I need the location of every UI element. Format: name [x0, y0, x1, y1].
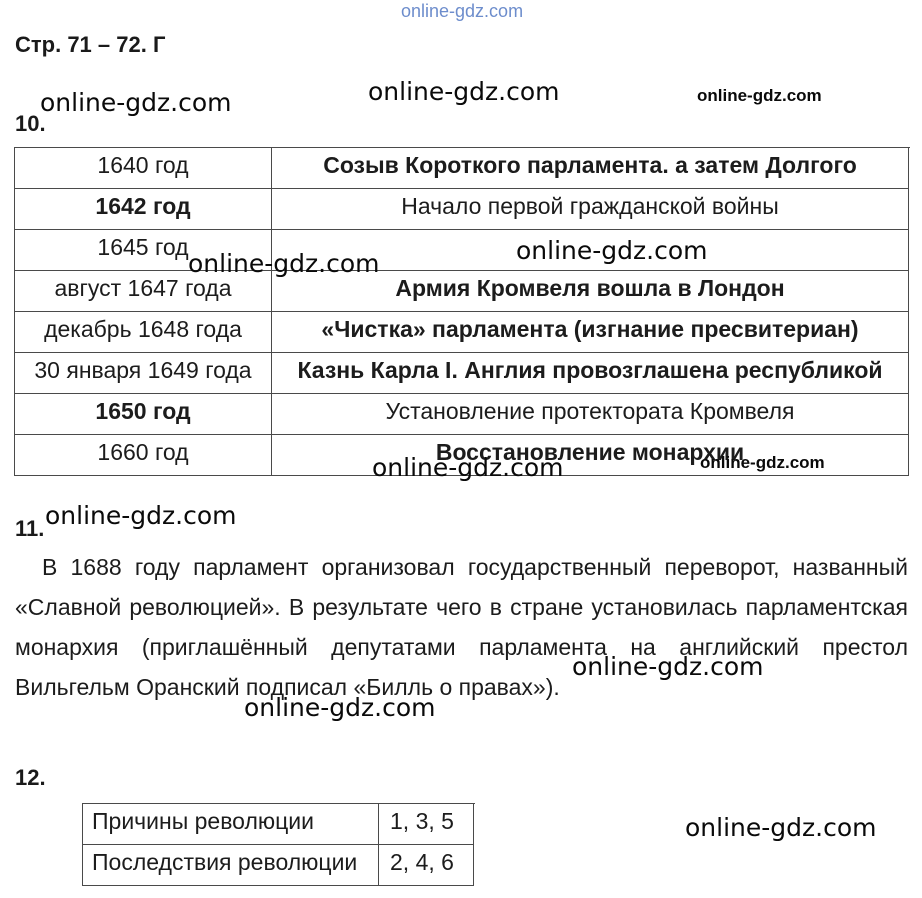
watermark-text: online-gdz.com — [700, 453, 825, 472]
date-cell: 1642 год — [15, 189, 272, 230]
watermark-text: online-gdz.com — [516, 236, 708, 265]
watermark-text: online-gdz.com — [372, 453, 564, 482]
answer-paragraph — [15, 547, 908, 707]
date-cell: 1645 год — [15, 230, 272, 271]
task-number-12: 12. — [15, 765, 46, 790]
table-row — [15, 394, 910, 435]
watermark-text: online-gdz.com — [368, 77, 560, 106]
value-cell: 1, 3, 5 — [379, 804, 474, 845]
page-reference: Стр. 71 – 72. Г — [15, 32, 166, 57]
revolution-table — [82, 803, 475, 886]
date-cell: 30 января 1649 года — [15, 353, 272, 394]
table-row — [15, 271, 910, 312]
label-cell: Причины революции — [83, 804, 379, 845]
table-row — [83, 845, 475, 886]
watermark-text: online-gdz.com — [244, 693, 436, 722]
value-cell: 2, 4, 6 — [379, 845, 474, 886]
chronology-table — [14, 147, 910, 476]
watermark-text: online-gdz.com — [401, 1, 524, 21]
watermark-text: online-gdz.com — [188, 249, 380, 278]
table-row — [15, 353, 910, 394]
table-row — [83, 804, 475, 845]
event-cell: Восстановление монархии — [272, 435, 909, 476]
table-row — [15, 312, 910, 353]
paragraph-line: Вильгельм Оранский подписал «Билль о правах»). — [15, 674, 560, 700]
date-cell: август 1647 года — [15, 271, 272, 312]
date-cell: 1660 год — [15, 435, 272, 476]
event-cell: Начало первой гражданской войны — [272, 189, 909, 230]
date-cell: 1640 год — [15, 148, 272, 189]
label-cell: Последствия революции — [83, 845, 379, 886]
event-cell: Установление протектората Кромвеля — [272, 394, 909, 435]
task-number-11: 11. — [15, 516, 45, 541]
paragraph-line: «Славной революцией». В результате чего в стране установилась парламентская — [15, 594, 908, 620]
watermark-text: online-gdz.com — [697, 86, 822, 105]
event-cell: Созыв Короткого парламента. а затем Долгого — [272, 148, 909, 189]
watermark-text: online-gdz.com — [45, 501, 237, 530]
event-cell: «Чистка» парламента (изгнание пресвитериан) — [272, 312, 909, 353]
task-number-10: 10. — [15, 111, 46, 136]
table-row — [15, 148, 910, 189]
date-cell: декабрь 1648 года — [15, 312, 272, 353]
table-row — [15, 230, 910, 271]
table-row — [15, 189, 910, 230]
event-cell: Армия Кромвеля вошла в Лондон — [272, 271, 909, 312]
paragraph-line: В 1688 году парламент организовал государственный переворот, названный — [42, 554, 908, 580]
event-cell: Казнь Карла I. Англия провозглашена республикой — [272, 353, 909, 394]
watermark-text: online-gdz.com — [40, 88, 232, 117]
watermark-text: online-gdz.com — [572, 652, 764, 681]
watermark-text: online-gdz.com — [685, 813, 877, 842]
paragraph-line: монархия (приглашённый депутатами парламента на английский престол — [15, 634, 908, 660]
date-cell: 1650 год — [15, 394, 272, 435]
